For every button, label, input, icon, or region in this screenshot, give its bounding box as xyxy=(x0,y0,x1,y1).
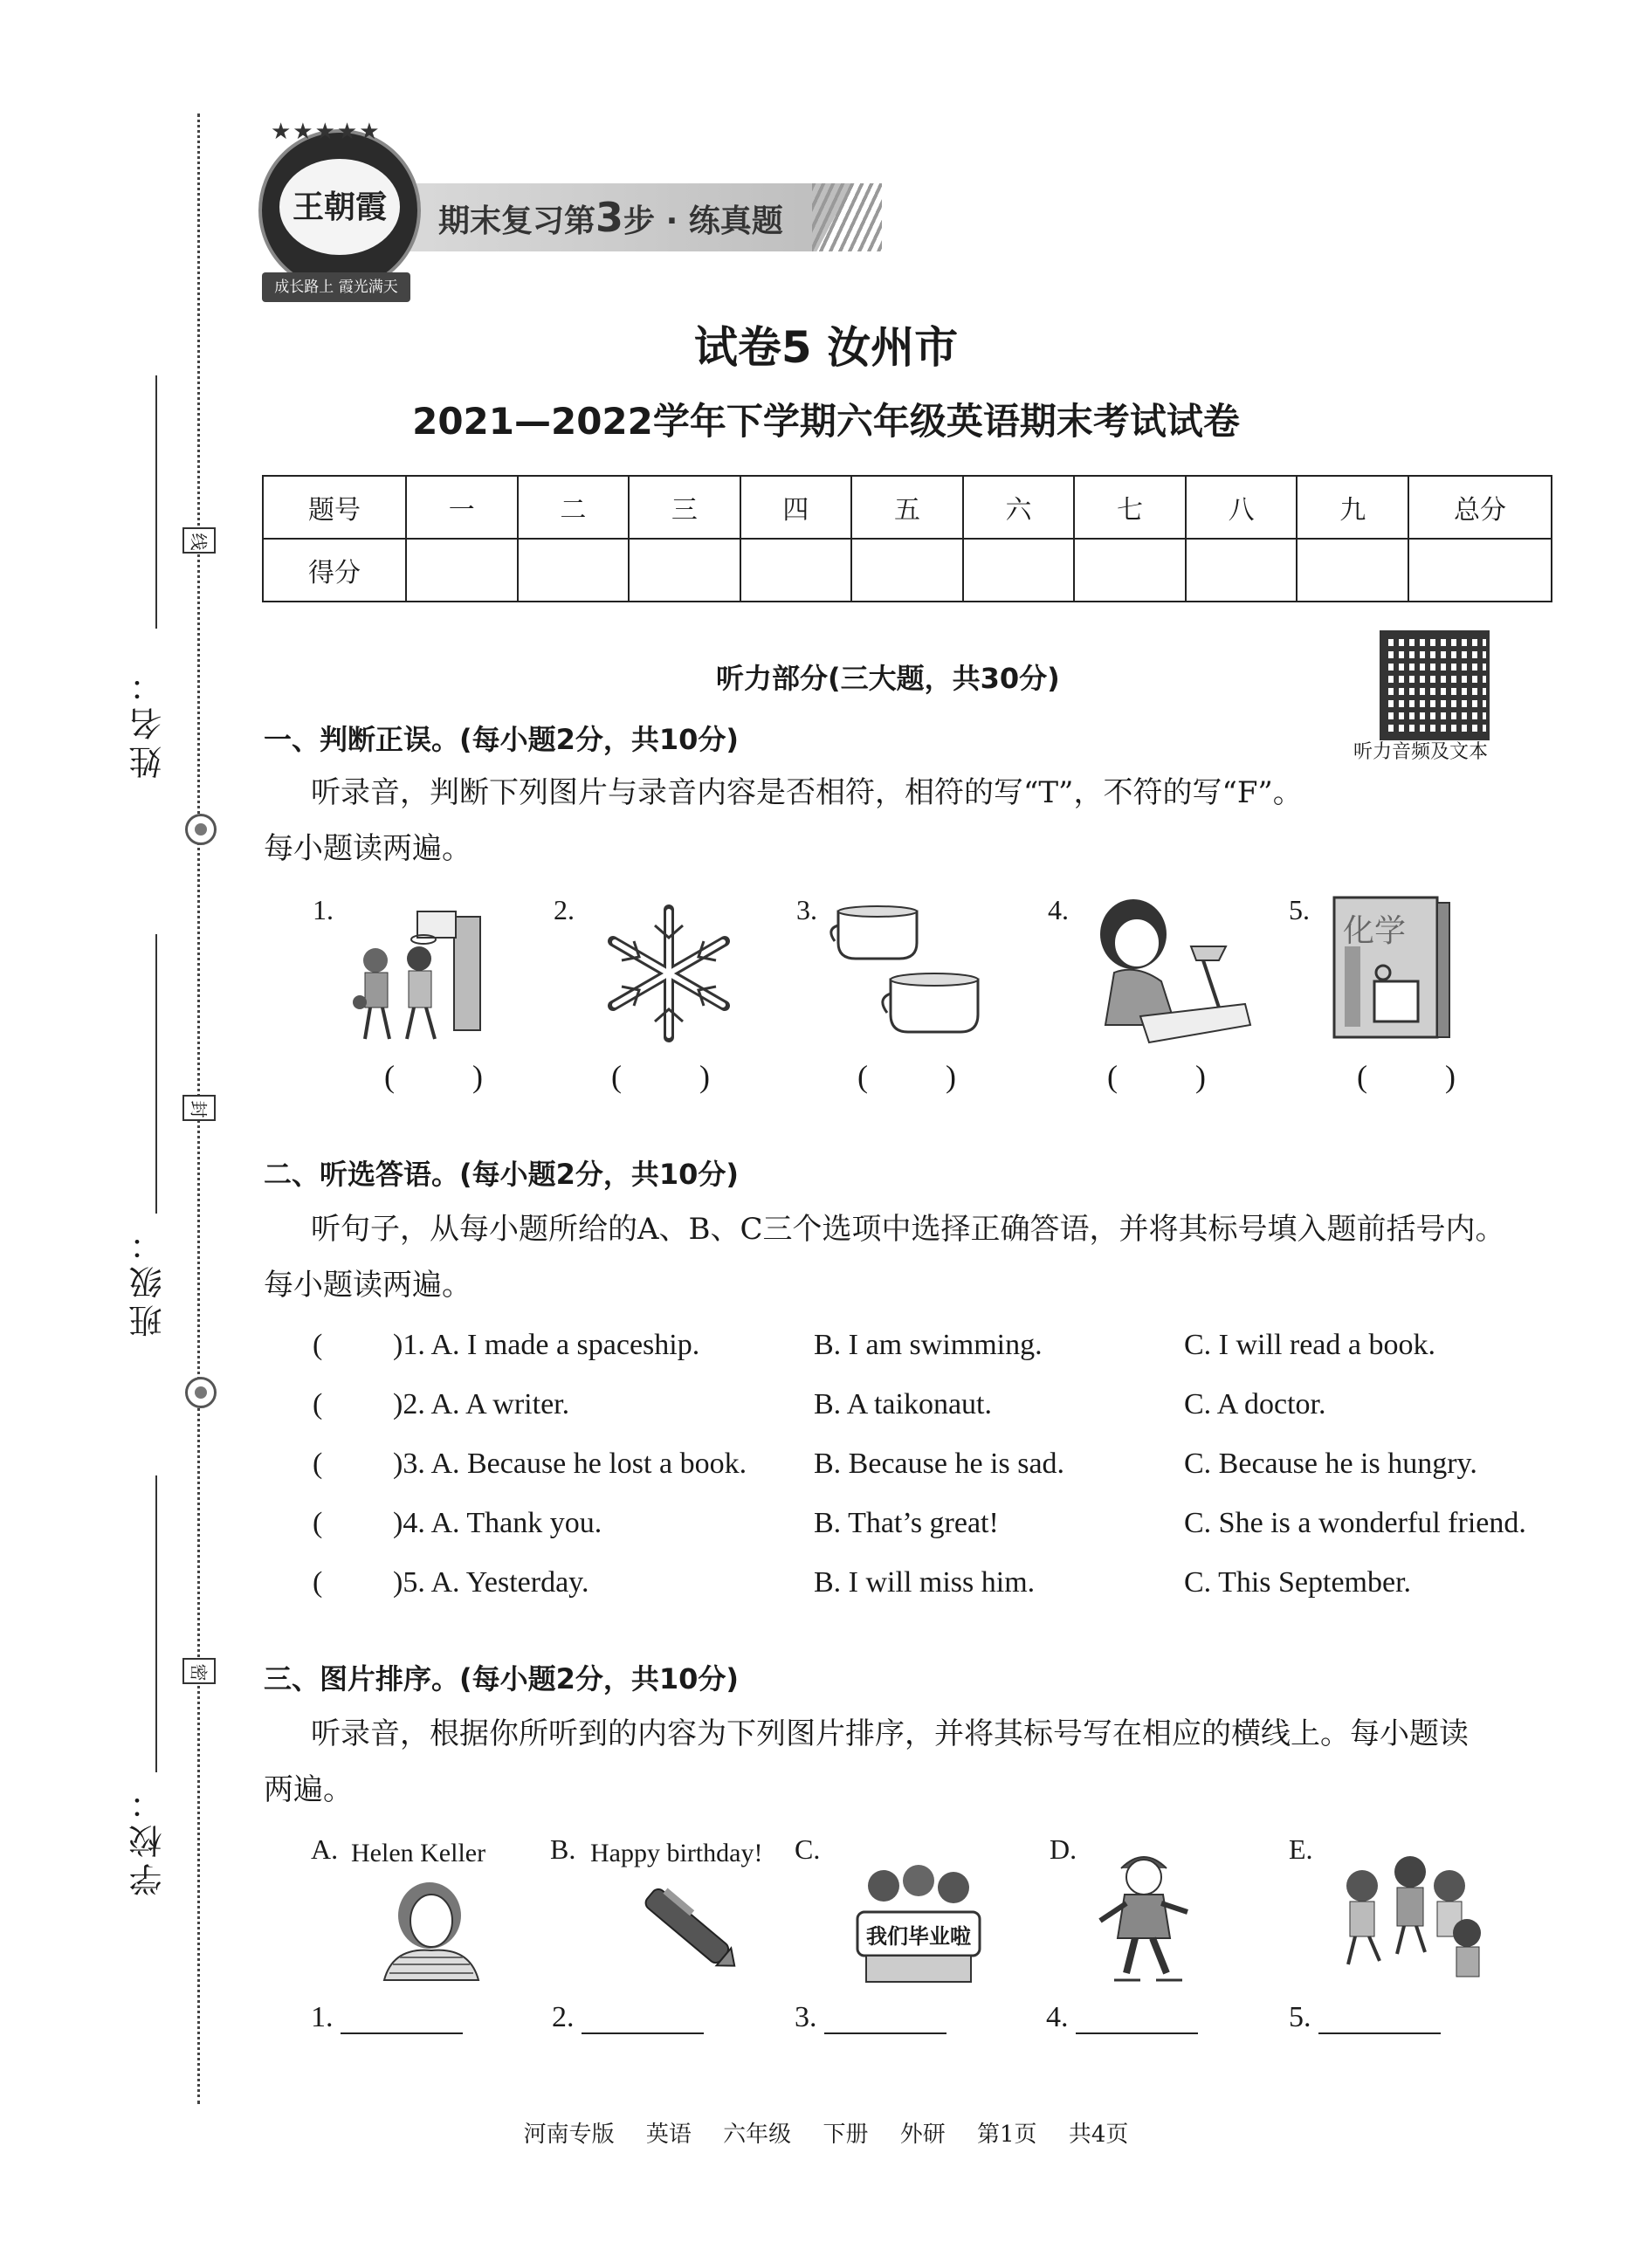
score-cell[interactable] xyxy=(851,539,963,602)
girl-desk-icon xyxy=(1079,894,1254,1051)
qr-caption: 听力音频及文本 xyxy=(1353,741,1489,763)
page-subtitle: 2021—2022学年下学期六年级英语期末考试试卷 xyxy=(412,400,1240,443)
picture-letter: A. xyxy=(311,1833,339,1865)
score-cell[interactable] xyxy=(740,539,852,602)
score-head-cell: 七 xyxy=(1074,476,1186,539)
brand-logo xyxy=(258,129,421,292)
score-head-cell: 二 xyxy=(518,476,630,539)
score-cell[interactable] xyxy=(1408,539,1552,602)
section1-title: 一、判断正误。(每小题2分，共10分) xyxy=(264,723,740,756)
class-underline xyxy=(155,934,157,1214)
picture-letter: D. xyxy=(1050,1833,1077,1865)
cups-icon xyxy=(829,899,987,1048)
answer-paren[interactable]: ( ) xyxy=(857,1059,991,1094)
seal-xian: 线 xyxy=(182,527,216,554)
option-a: )2. A. A writer. xyxy=(393,1388,570,1420)
option-c: C. This September. xyxy=(1184,1566,1412,1599)
s1-item-number: 1. xyxy=(313,894,334,925)
order-blank[interactable]: 2. xyxy=(552,2001,704,2034)
option-c: C. A doctor. xyxy=(1184,1388,1326,1420)
graduation-kids-icon xyxy=(831,1851,1006,1991)
score-head-cell: 总分 xyxy=(1408,476,1552,539)
score-table xyxy=(262,475,1552,602)
score-cell[interactable] xyxy=(406,539,518,602)
answer-paren[interactable]: ( xyxy=(313,1566,323,1599)
order-blank[interactable]: 1. xyxy=(311,2001,463,2034)
helen-keller-portrait-icon xyxy=(375,1877,489,1982)
name-label: 姓名： xyxy=(129,664,168,779)
section2-instruction: 听句子，从每小题所给的A、B、C三个选项中选择正确答语，并将其标号填入题前括号内。 xyxy=(311,1212,1505,1247)
answer-paren[interactable]: ( ) xyxy=(384,1059,518,1094)
score-cell[interactable] xyxy=(518,539,630,602)
s1-item-number: 2. xyxy=(554,894,575,925)
score-head-cell: 六 xyxy=(963,476,1075,539)
option-b: B. Because he is sad. xyxy=(814,1448,1065,1480)
logo-slogan: 成长路上 霞光满天 xyxy=(262,272,410,302)
logo-stars-icon: ★★★★★ xyxy=(271,119,382,145)
answer-paren[interactable]: ( xyxy=(313,1448,323,1480)
book-title: 化学 xyxy=(1343,913,1407,949)
school-underline xyxy=(155,1475,157,1772)
score-head-cell: 题号 xyxy=(263,476,406,539)
snowflake-icon xyxy=(590,899,747,1048)
section3-title: 三、图片排序。(每小题2分，共10分) xyxy=(264,1662,740,1695)
answer-paren[interactable]: ( ) xyxy=(1357,1059,1490,1094)
option-c: C. She is a wonderful friend. xyxy=(1184,1507,1526,1539)
order-blank[interactable]: 4. xyxy=(1046,2001,1198,2034)
score-header-row xyxy=(263,476,1552,539)
section3-instruction-2: 两遍。 xyxy=(264,1772,353,1807)
seal-feng: 封 xyxy=(182,1095,216,1121)
s1-item-number: 3. xyxy=(796,894,817,925)
answer-paren[interactable]: ( xyxy=(313,1329,323,1361)
logo-text: 王朝霞 xyxy=(279,159,400,255)
option-a: )1. A. I made a spaceship. xyxy=(393,1329,700,1361)
section2-instruction-2: 每小题读两遍。 xyxy=(264,1268,472,1303)
page-title: 试卷5 汝州市 xyxy=(693,322,959,373)
school-label: 学校： xyxy=(129,1781,168,1896)
option-a: )5. A. Yesterday. xyxy=(393,1566,589,1599)
picture-letter: E. xyxy=(1289,1833,1313,1865)
kids-running-icon xyxy=(1327,1842,1493,1991)
score-cell[interactable] xyxy=(629,539,740,602)
option-b: B. A taikonaut. xyxy=(814,1388,992,1420)
section2-title: 二、听选答语。(每小题2分，共10分) xyxy=(264,1158,740,1191)
answer-paren[interactable]: ( ) xyxy=(1107,1059,1241,1094)
option-c: C. I will read a book. xyxy=(1184,1329,1435,1361)
banner-stripes xyxy=(812,183,882,251)
binding-hole-icon xyxy=(185,814,217,845)
section1-instruction-2: 每小题读两遍。 xyxy=(264,831,472,866)
order-blank[interactable]: 5. xyxy=(1289,2001,1441,2034)
skating-girl-icon xyxy=(1091,1842,1196,1991)
score-head-cell: 三 xyxy=(629,476,740,539)
footer-page: 第1页 xyxy=(977,2122,1037,2148)
qr-code-icon[interactable] xyxy=(1380,630,1490,740)
page-footer xyxy=(0,2116,1652,2149)
option-b: B. I will miss him. xyxy=(814,1566,1036,1599)
s1-item-number: 4. xyxy=(1048,894,1069,925)
option-c: C. Because he is hungry. xyxy=(1184,1448,1477,1480)
footer-edition: 河南专版 xyxy=(523,2122,615,2148)
class-label: 班级： xyxy=(129,1222,168,1338)
score-cell[interactable] xyxy=(1186,539,1298,602)
score-head-cell: 九 xyxy=(1297,476,1408,539)
seal-mi: 密 xyxy=(182,1658,216,1684)
picture-caption: Happy birthday! xyxy=(590,1839,763,1867)
order-blank[interactable]: 3. xyxy=(795,2001,946,2034)
footer-total: 共4页 xyxy=(1068,2122,1129,2148)
score-head-cell: 八 xyxy=(1186,476,1298,539)
answer-paren[interactable]: ( xyxy=(313,1507,323,1539)
section3-instruction: 听录音，根据你所听到的内容为下列图片排序，并将其标号写在相应的横线上。每小题读 xyxy=(311,1716,1469,1751)
kids-basketball-icon xyxy=(341,899,498,1048)
chemistry-book-icon xyxy=(1331,894,1453,1042)
option-a: )3. A. Because he lost a book. xyxy=(393,1448,747,1480)
s1-item-number: 5. xyxy=(1289,894,1310,925)
score-cell[interactable] xyxy=(1297,539,1408,602)
graduation-banner: 我们毕业啦 xyxy=(866,1924,971,1949)
picture-letter: B. xyxy=(550,1833,576,1865)
score-row-label: 得分 xyxy=(263,539,406,602)
score-head-cell: 四 xyxy=(740,476,852,539)
answer-paren[interactable]: ( xyxy=(313,1388,323,1420)
footer-grade: 六年级 xyxy=(723,2122,792,2148)
banner-text: 期末复习第3步 · 练真题 xyxy=(438,194,783,241)
footer-publisher: 外研 xyxy=(899,2122,946,2148)
option-a: )4. A. Thank you. xyxy=(393,1507,602,1539)
score-cell[interactable] xyxy=(1074,539,1186,602)
footer-subject: 英语 xyxy=(645,2122,692,2148)
option-b: B. That’s great! xyxy=(814,1507,999,1539)
score-head-cell: 一 xyxy=(406,476,518,539)
binding-hole-icon xyxy=(185,1377,217,1408)
score-head-cell: 五 xyxy=(851,476,963,539)
answer-paren[interactable]: ( ) xyxy=(611,1059,745,1094)
score-cell[interactable] xyxy=(963,539,1075,602)
section1-instruction: 听录音，判断下列图片与录音内容是否相符，相符的写“T”，不符的写“F”。 xyxy=(311,775,1303,810)
score-value-row xyxy=(263,539,1552,602)
pen-icon xyxy=(629,1877,751,1982)
picture-caption: Helen Keller xyxy=(351,1839,486,1867)
footer-volume: 下册 xyxy=(823,2122,869,2148)
picture-letter: C. xyxy=(795,1833,821,1865)
option-b: B. I am swimming. xyxy=(814,1329,1043,1361)
listening-heading: 听力部分(三大题，共30分) xyxy=(716,662,1060,695)
